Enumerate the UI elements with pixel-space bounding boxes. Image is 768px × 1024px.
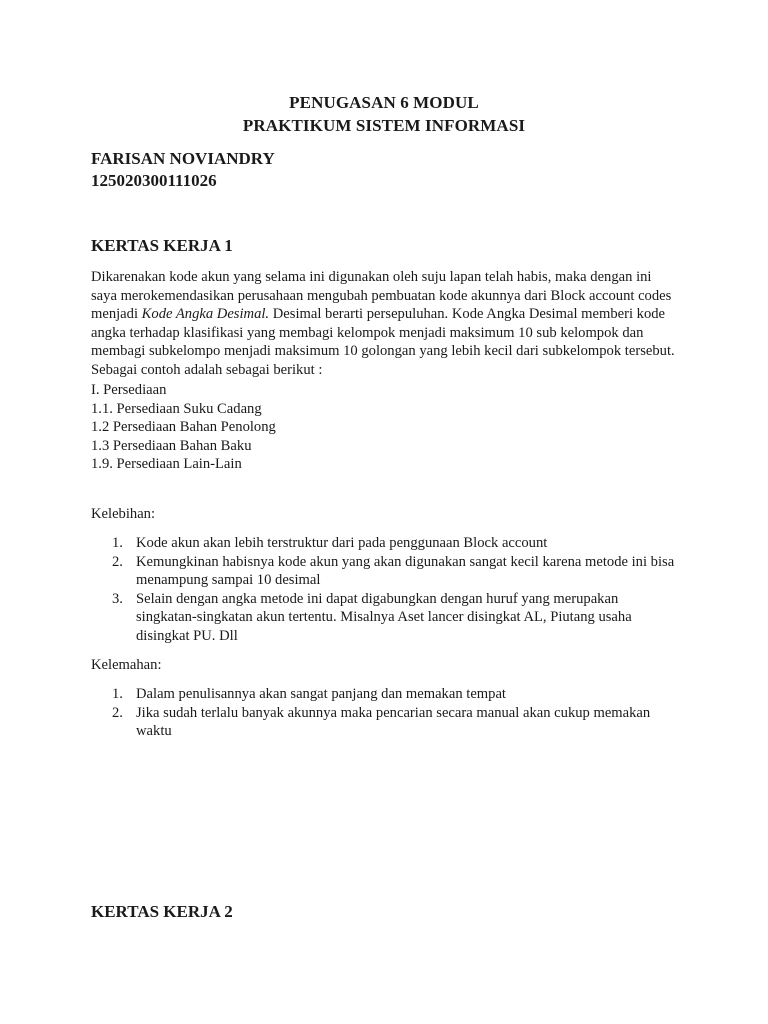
author-id: 125020300111026 [91, 171, 217, 190]
example-line: 1.9. Persediaan Lain-Lain [91, 456, 242, 473]
document-title-line-2: PRAKTIKUM SISTEM INFORMASI [242, 116, 526, 135]
list-item [91, 704, 681, 741]
list-item [91, 590, 681, 646]
intro-text-part-2: Desimal berarti persepuluhan. Kode Angka Desimal memberi kode angka terhadap klasifikasi yang membagi kelompok menjadi maksimum 10 sub kelompok dan membagi subkelompo menjadi maksimum 10 golongan yang lebih kecil dari subkelompok tersebut. Sebagai contoh adalah sebagai berikut : [91, 306, 675, 378]
list-item-number: 1. [112, 535, 123, 551]
list-item-number: 2. [112, 704, 123, 721]
list-item-text: Jika sudah terlalu banyak akunnya maka pencarian secara manual akan cukup memakan waktu [136, 704, 651, 740]
list-item-number: 2. [112, 553, 123, 570]
section-heading-kertas-kerja-1: KERTAS KERJA 1 [91, 236, 233, 255]
disadvantages-list [91, 685, 681, 741]
example-line: 1.3 Persediaan Bahan Baku [91, 437, 252, 454]
intro-paragraph [91, 268, 681, 380]
advantages-label: Kelebihan: [91, 506, 156, 522]
list-item-text: Dalam penulisannya akan sangat panjang dan memakan tempat [136, 686, 506, 702]
list-item [91, 534, 681, 553]
document-title-line-1: PENUGASAN 6 MODUL [289, 93, 479, 112]
example-line: 1.1. Persediaan Suku Cadang [91, 400, 262, 417]
list-item [91, 553, 681, 590]
list-item-text: Kemungkinan habisnya kode akun yang akan digunakan sangat kecil karena metode ini bisa menampung sampai 10 desimal [136, 553, 675, 589]
advantages-list [91, 534, 681, 646]
intro-text-italic: Kode Angka Desimal. [141, 306, 270, 323]
example-list [91, 381, 681, 474]
example-line: 1.2 Persediaan Bahan Penolong [91, 419, 276, 436]
section-heading-kertas-kerja-2: KERTAS KERJA 2 [91, 902, 233, 921]
intro-text-part-1: Dikarenakan kode akun yang selama ini digunakan oleh suju lapan telah habis, maka dengan ini saya merokemendasikan perusahaan mengubah pembuatan kode akunnya dari Block account codes menjadi [91, 269, 672, 323]
author-name: FARISAN NOVIANDRY [91, 149, 275, 168]
list-item-text: Kode akun akan lebih terstruktur dari pada penggunaan Block account [136, 535, 548, 551]
list-item-number: 1. [112, 686, 123, 702]
list-item [91, 685, 681, 704]
list-item-number: 3. [112, 590, 123, 607]
example-line: I. Persediaan [91, 382, 167, 398]
list-item-text: Selain dengan angka metode ini dapat digabungkan dengan huruf yang merupakan singkatan-singkatan akun tertentu. Misalnya Aset lancer disingkat AL, Piutang usaha disingkat PU. Dll [136, 590, 632, 644]
disadvantages-label: Kelemahan: [91, 657, 162, 673]
